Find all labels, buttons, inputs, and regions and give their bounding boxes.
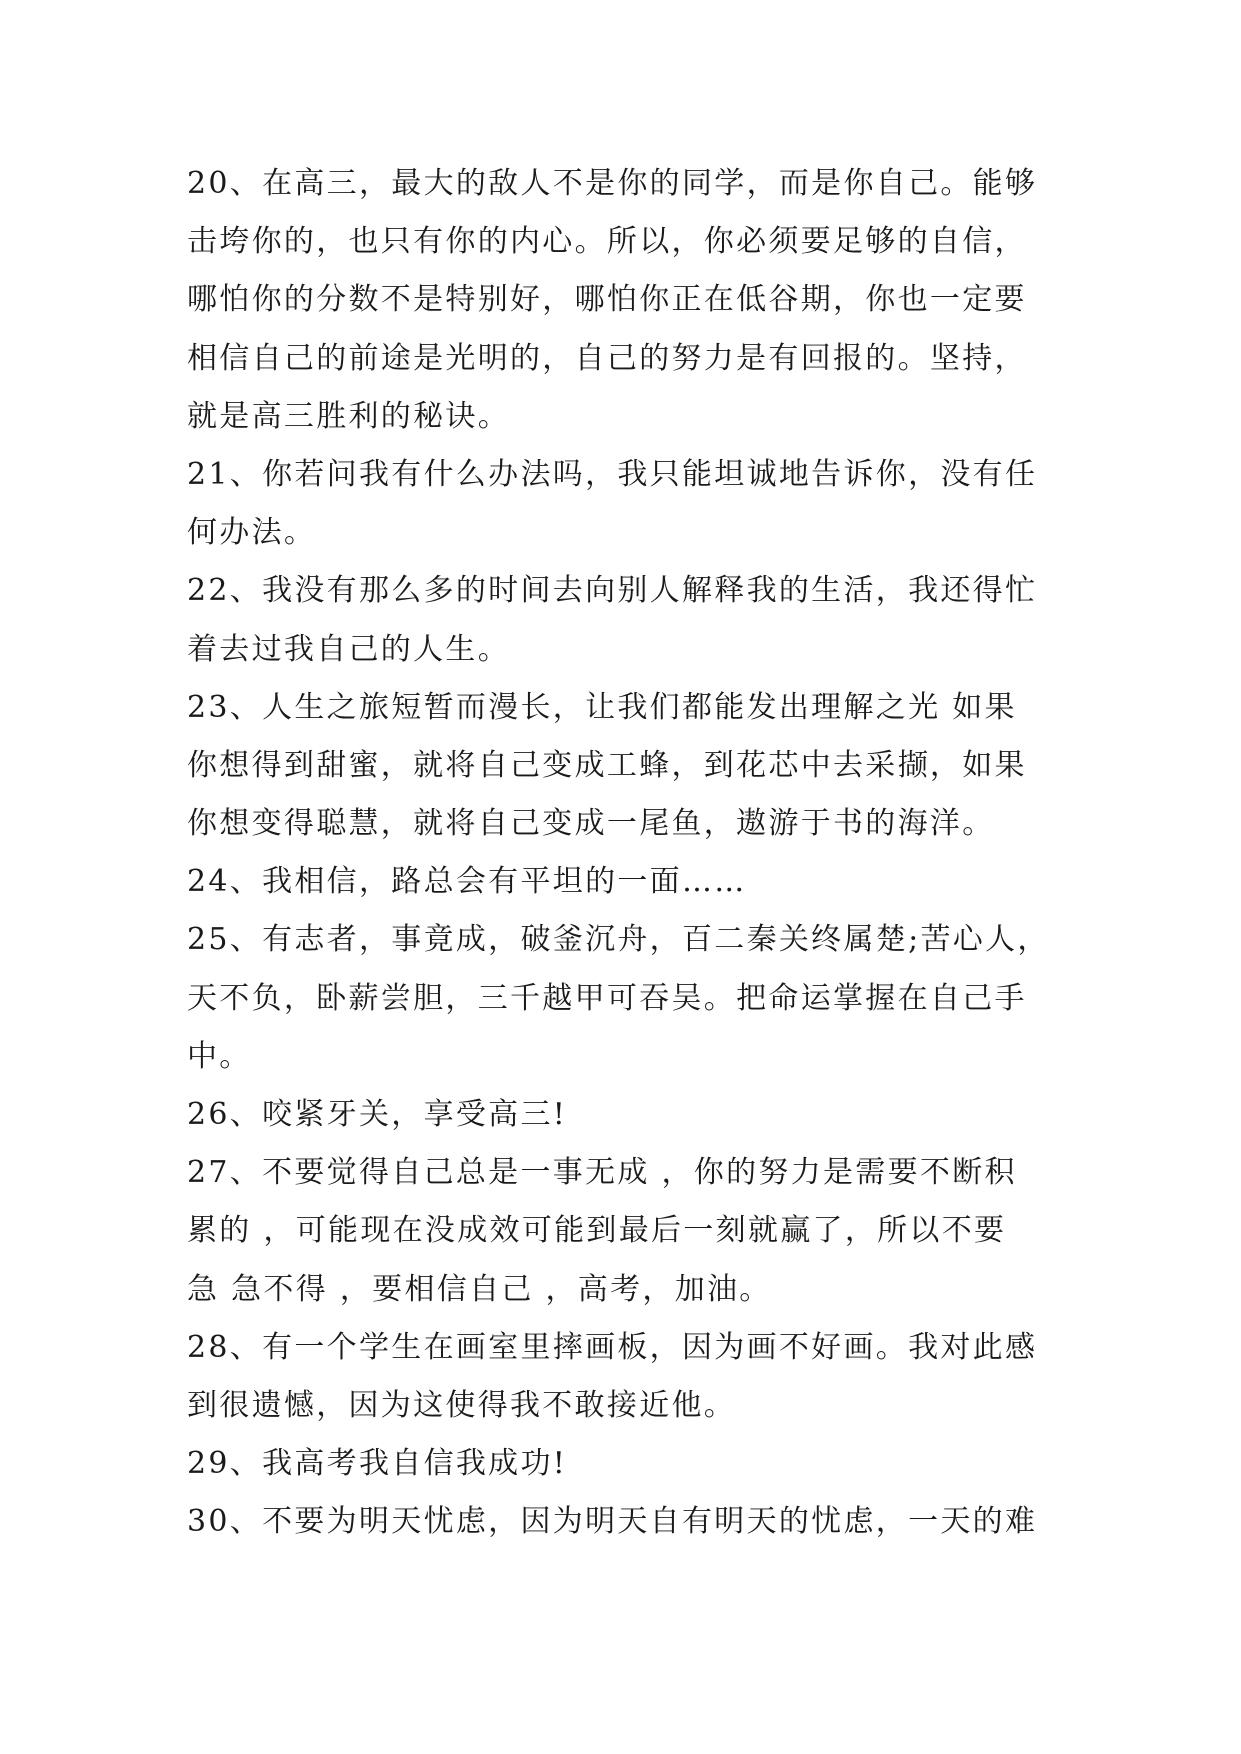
text-line: 20、在高三，最大的敌人不是你的同学，而是你自己。能够 [187,166,1038,201]
text-line: 你想得到甜蜜，就将自己变成工蜂，到花芯中去采撷，如果 [187,747,1027,783]
text-line: 23、人生之旅短暂而漫长，让我们都能发出理解之光 如果 [187,689,1017,725]
text-line: 你想变得聪慧，就将自己变成一尾鱼，遨游于书的海洋。 [187,806,995,842]
document-body [187,155,1067,1552]
text-line: 21、你若问我有什么办法吗，我只能坦诚地告诉你，没有任 [187,456,1038,492]
text-line: 到很遗憾，因为这使得我不敢接近他。 [187,1387,737,1423]
text-line: 累的 ，可能现在没成效可能到最后一刻就赢了，所以不要 [187,1213,1007,1249]
text-line: 哪怕你的分数不是特别好，哪怕你正在低谷期，你也一定要 [187,282,1027,318]
text-line: 着去过我自己的人生。 [187,631,510,667]
text-line: 25、有志者，事竟成，破釜沉舟，百二秦关终属楚;苦心人， [187,922,1050,958]
text-line: 中。 [187,1038,252,1074]
text-line: 30、不要为明天忧虑，因为明天自有明天的忧虑，一天的难 [187,1504,1038,1540]
text-line: 击垮你的，也只有你的内心。所以，你必须要足够的自信， [187,224,1027,260]
text-line: 天不负，卧薪尝胆，三千越甲可吞吴。把命运掌握在自己手 [187,980,1027,1016]
text-line: 22、我没有那么多的时间去向别人解释我的生活，我还得忙 [187,573,1038,609]
text-line: 27、不要觉得自己总是一事无成 ，你的努力是需要不断积 [187,1155,1017,1191]
text-line: 何办法。 [187,515,317,551]
text-line: 24、我相信，路总会有平坦的一面…… [187,864,747,900]
text-line: 29、我高考我自信我成功! [187,1446,568,1482]
text-line: 就是高三胜利的秘诀。 [187,398,510,434]
text-line: 28、有一个学生在画室里摔画板，因为画不好画。我对此感 [187,1329,1038,1365]
text-line: 急 急不得 ，要相信自己 ，高考，加油。 [187,1271,772,1307]
text-line: 相信自己的前途是光明的，自己的努力是有回报的。坚持， [187,340,1027,376]
text-line: 26、咬紧牙关，享受高三! [187,1097,568,1132]
